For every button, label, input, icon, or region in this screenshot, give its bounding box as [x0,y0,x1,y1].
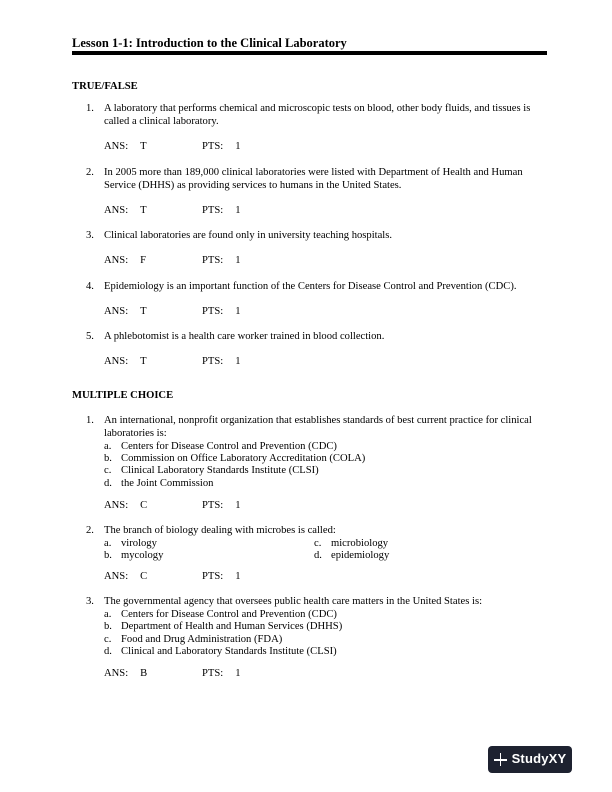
question-text: In 2005 more than 189,000 clinical laboratories were listed with Department of Health and Human Service (DHHS) as providing services to humans in the United States. [104,167,523,191]
question-number: 4. [86,281,94,292]
answer [104,356,147,369]
pts-value: 1 [235,356,241,367]
option-letter: a. [104,441,112,452]
ans-value: T [140,141,147,152]
pts-label: PTS: [202,306,224,317]
points [202,255,241,268]
question-text: Clinical laboratories are found only in university teaching hospitals. [104,230,393,241]
question-number: 2. [86,167,94,178]
answer [104,306,147,319]
page-title: Lesson 1-1: Introduction to the Clinical Laboratory [72,36,347,50]
option-text: Commission on Office Laboratory Accreditation (COLA) [121,453,366,464]
answer [104,205,147,218]
option-text: Food and Drug Administration (FDA) [121,634,283,645]
option-text: Department of Health and Human Services (DHHS) [121,621,343,632]
option-text: epidemiology [331,550,390,561]
question-text: Epidemiology is an important function of the Centers for Disease Control and Prevention (CDC). [104,281,517,292]
points [202,571,241,584]
ans-value: T [140,356,147,367]
ans-label: ANS: [104,571,129,582]
option-letter: a. [104,538,112,549]
option-letter: d. [314,550,322,561]
answer [104,255,146,268]
option-letter: b. [104,550,112,561]
pts-label: PTS: [202,668,224,679]
studyxy-badge[interactable] [488,746,572,773]
ans-label: ANS: [104,205,129,216]
question-text: The governmental agency that oversees public health care matters in the United States is: [104,596,483,607]
points [202,205,241,218]
option-letter: b. [104,453,112,464]
ans-label: ANS: [104,668,129,679]
ans-label: ANS: [104,306,129,317]
pts-label: PTS: [202,255,224,266]
pts-value: 1 [235,571,241,582]
ans-value: T [140,205,147,216]
option-text: Centers for Disease Control and Prevention (CDC) [121,441,337,452]
question-text: A laboratory that performs chemical and microscopic tests on blood, other body fluids, and tissues is called a clinical laboratory. [104,103,531,127]
pts-label: PTS: [202,571,224,582]
option-letter: c. [104,465,112,476]
plus-icon [494,753,507,766]
option-text: Centers for Disease Control and Prevention (CDC) [121,609,337,620]
section-heading-true-false: TRUE/FALSE [72,81,138,92]
ans-label: ANS: [104,500,129,511]
section-heading-multiple-choice: MULTIPLE CHOICE [72,390,174,401]
title-rule [72,51,547,55]
pts-value: 1 [235,668,241,679]
option-letter: b. [104,621,112,632]
option-letter: d. [104,478,112,489]
points [202,356,241,369]
option-letter: c. [104,634,112,645]
option-text: Clinical and Laboratory Standards Institute (CLSI) [121,646,337,657]
answer [104,500,147,513]
ans-value: T [140,306,147,317]
option-text: Clinical Laboratory Standards Institute (CLSI) [121,465,319,476]
points [202,668,241,681]
question-number: 1. [86,103,94,114]
ans-value: C [140,500,148,511]
ans-label: ANS: [104,356,129,367]
option-letter: c. [314,538,322,549]
option-letter: a. [104,609,112,620]
badge-text: StudyXY [511,751,567,767]
option-text: mycology [121,550,164,561]
points [202,500,241,513]
question-text: The branch of biology dealing with microbes is called: [104,525,336,536]
pts-value: 1 [235,141,241,152]
question-number: 3. [86,596,94,607]
question-number: 5. [86,331,94,342]
answer [104,141,147,154]
points [202,306,241,319]
pts-label: PTS: [202,205,224,216]
ans-value: B [140,668,148,679]
question-text: A phlebotomist is a health care worker trained in blood collection. [104,331,385,342]
ans-value: C [140,571,148,582]
pts-value: 1 [235,500,241,511]
option-text: virology [121,538,157,549]
pts-label: PTS: [202,356,224,367]
pts-value: 1 [235,255,241,266]
option-letter: d. [104,646,112,657]
answer [104,668,147,681]
points [202,141,241,154]
pts-label: PTS: [202,141,224,152]
ans-label: ANS: [104,141,129,152]
ans-value: F [140,255,147,266]
pts-value: 1 [235,306,241,317]
question-number: 2. [86,525,94,536]
option-text: the Joint Commission [121,478,214,489]
question-number: 1. [86,415,94,426]
pts-label: PTS: [202,500,224,511]
ans-label: ANS: [104,255,129,266]
pts-value: 1 [235,205,241,216]
question-number: 3. [86,230,94,241]
answer [104,571,147,584]
option-text: microbiology [331,538,389,549]
question-text: An international, nonprofit organization that establishes standards of best current practice for clinical laboratories is: [104,415,532,439]
